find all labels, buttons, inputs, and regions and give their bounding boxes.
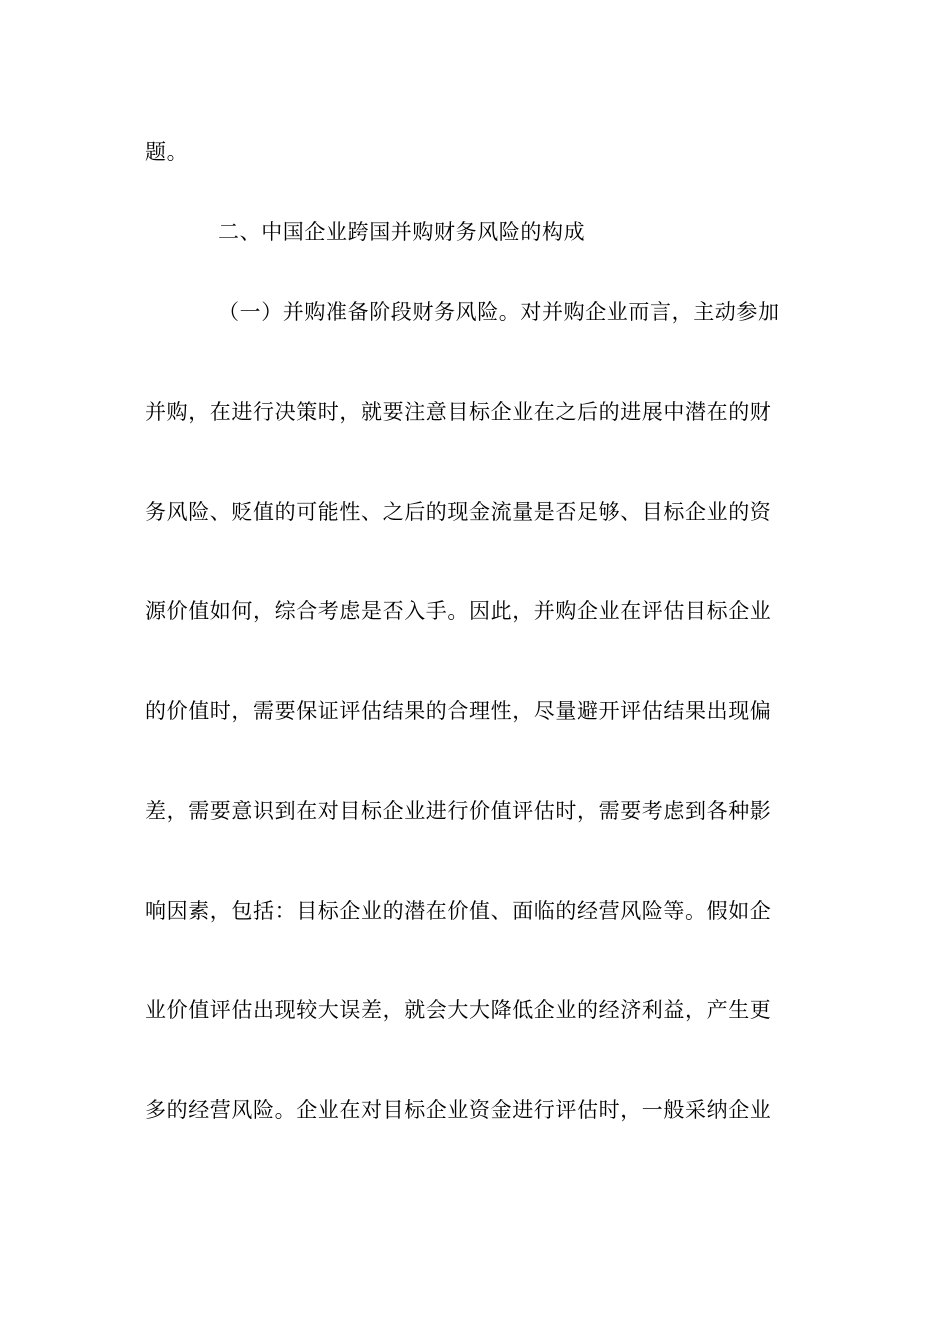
paragraph-line: 源价值如何，综合考虑是否入手。因此，并购企业在评估目标企业 [145, 599, 772, 623]
paragraph-line: 响因素，包括：目标企业的潜在价值、面临的经营风险等。假如企 [145, 899, 772, 923]
section-heading: 二、中国企业跨国并购财务风险的构成 [218, 220, 586, 244]
paragraph-line: 差，需要意识到在对目标企业进行价值评估时，需要考虑到各种影 [145, 799, 772, 823]
paragraph-line: 务风险、贬值的可能性、之后的现金流量是否足够、目标企业的资 [145, 500, 772, 524]
paragraph-first-line: （一）并购准备阶段财务风险。对并购企业而言，主动参加 [218, 300, 780, 324]
paragraph-line: 业价值评估出现较大误差，就会大大降低企业的经济利益，产生更 [145, 998, 772, 1022]
paragraph-line: 的价值时，需要保证评估结果的合理性，尽量避开评估结果出现偏 [145, 699, 772, 723]
paragraph-continuation-line: 题。 [145, 140, 189, 164]
paragraph-line: 多的经营风险。企业在对目标企业资金进行评估时，一般采纳企业 [145, 1098, 772, 1122]
paragraph-line: 并购，在进行决策时，就要注意目标企业在之后的进展中潜在的财 [145, 400, 772, 424]
